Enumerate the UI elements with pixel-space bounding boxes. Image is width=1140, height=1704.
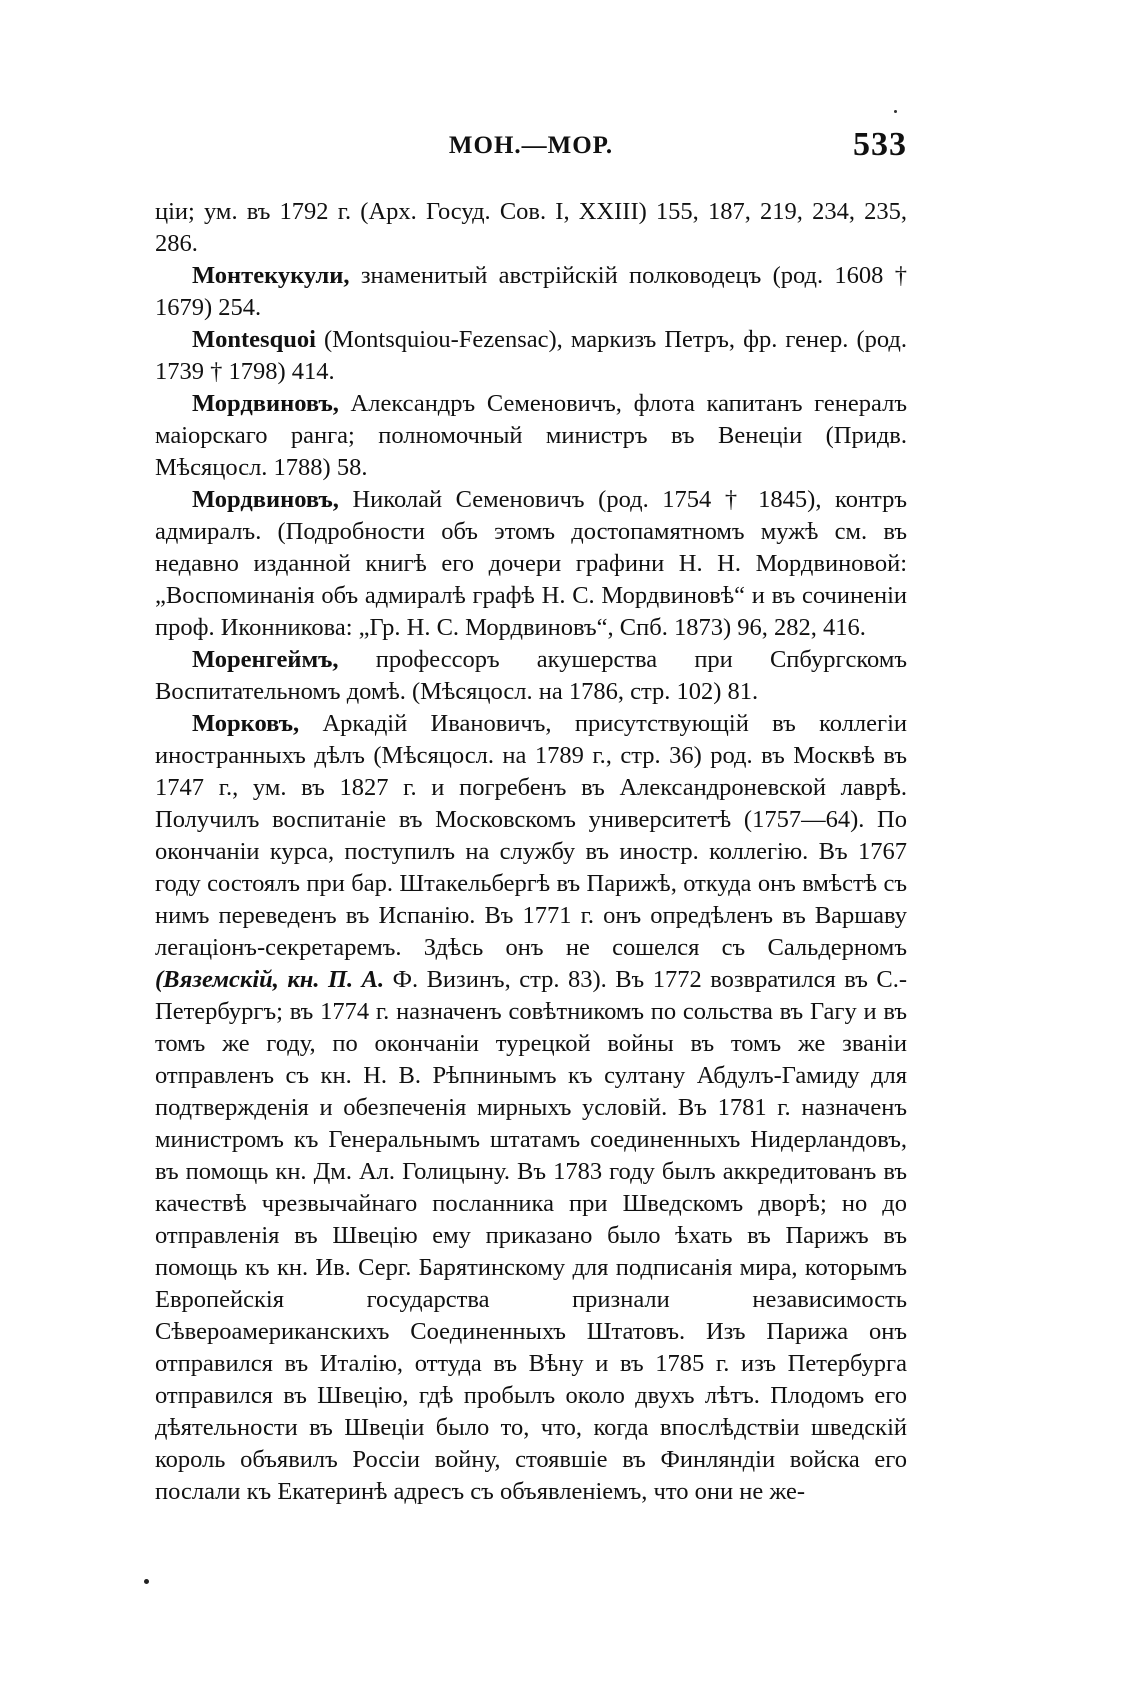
entry-montesquiou: [155, 324, 907, 388]
entry-headword: Мордвиновъ,: [192, 486, 339, 513]
entry-text: профессоръ акушерства при Спбургскомъ Воспитательномъ домѣ. (Мѣсяцосл. на 1786, стр. 102) 81.: [155, 646, 907, 705]
entry-morkov: [155, 708, 907, 1508]
running-head-title: МОН.—МОР.: [448, 132, 614, 159]
running-head: [155, 126, 907, 166]
entry-mordvinov-alexander: [155, 388, 907, 484]
entry-headword: Мордвиновъ,: [192, 390, 339, 417]
page-body: [155, 196, 907, 1508]
entry-headword: Montesquoi: [192, 326, 316, 353]
entry-text: ціи; ум. въ 1792 г. (Арх. Госуд. Сов. I, XXIII) 155, 187, 219, 234, 235, 286.: [155, 198, 907, 257]
entry-montecuccoli: [155, 260, 907, 324]
entry-headword: Морковъ,: [192, 710, 300, 737]
entry-text-continued: Ф. Визинъ, стр. 83). Въ 1772 возвратился въ С.-Петербургъ; въ 1774 г. назначенъ совѣтникомъ по сольства въ Гагу и въ томъ же году, по окончаніи турецкой войны въ томъ же званіи отправленъ съ кн. Н. В. Рѣпнинымъ къ султану Абдулъ-Гамиду для подтвержденія и обезпеченія мирныхъ условій. Въ 1781 г. назначенъ министромъ къ Генеральнымъ штатамъ соединенныхъ Нидерландовъ, въ помощь кн. Дм. Ал. Голицыну. Въ 1783 году былъ аккредитованъ въ качествѣ чрезвычайнаго посланника при Шведскомъ дворѣ; но до отправленія въ Швецію ему приказано было ѣхать въ Парижъ въ помощь къ кн. Ив. Серг. Барятинскому для подписанія мира, которымъ Европейскія государства признали независимость Сѣвероамериканскихъ Соединенныхъ Штатовъ. Изъ Парижа онъ отправился въ Италію, оттуда въ Вѣну и въ 1785 г. изъ Петербурга отправился въ Швецію, гдѣ пробылъ около двухъ лѣтъ. Плодомъ его дѣятельности въ Швеціи было то, что, когда впослѣдствіи шведскій король объявилъ Россіи войну, стоявшіе въ Финляндіи войска его послали къ Екатеринѣ адресъ съ объявленіемъ, что они не же-: [155, 966, 907, 1505]
entry-text: Александръ Семеновичъ, флота капитанъ генералъ маіорскаго ранга; полномочный министръ въ Венеціи (Придв. Мѣсяцосл. 1788) 58.: [155, 390, 907, 481]
entry-headword: Монтекукули,: [192, 262, 350, 289]
entry-morenheim: [155, 644, 907, 708]
print-speck: [144, 1579, 149, 1584]
entry-text: Аркадій Ивановичъ, присутствующій въ коллегіи иностранныхъ дѣлъ (Мѣсяцосл. на 1789 г., стр. 36) род. въ Москвѣ въ 1747 г., ум. въ 1827 г. и погребенъ въ Александроневской лаврѣ. Получилъ воспитаніе въ Московскомъ университетѣ (1757—64). По окончаніи курса, поступилъ на службу въ иностр. коллегію. Въ 1767 году состоялъ при бар. Штакельбергѣ въ Парижѣ, откуда онъ вмѣстѣ съ нимъ переведенъ въ Испанію. Въ 1771 г. онъ опредѣленъ въ Варшаву легаціонъ-секретаремъ. Здѣсь онъ не сошелся съ Сальдерномъ: [155, 710, 907, 961]
entry-mordvinov-nikolai: [155, 484, 907, 644]
entry-continuation: [155, 196, 907, 260]
entry-italic-citation: (Вяземскій, кн. П. А.: [155, 966, 385, 993]
print-speck: [894, 110, 897, 113]
page-number: 533: [853, 126, 907, 163]
entry-text: Николай Семеновичъ (род. 1754 † 1845), контръ адмиралъ. (Подробности объ этомъ достопамятномъ мужѣ см. въ недавно изданной книгѣ его дочери графини Н. Н. Мордвиновой: „Воспоминанія объ адмиралѣ графѣ Н. С. Мордвиновѣ“ и въ сочиненіи проф. Иконникова: „Гр. Н. С. Мордвиновъ“, Спб. 1873) 96, 282, 416.: [155, 486, 907, 641]
entry-text: (Montsquiou-Fezensac), маркизъ Петръ, фр. генер. (род. 1739 † 1798) 414.: [155, 326, 907, 385]
entry-headword: Моренгеймъ,: [192, 646, 339, 673]
entry-text: знаменитый австрійскій полководецъ (род. 1608 † 1679) 254.: [155, 262, 907, 321]
